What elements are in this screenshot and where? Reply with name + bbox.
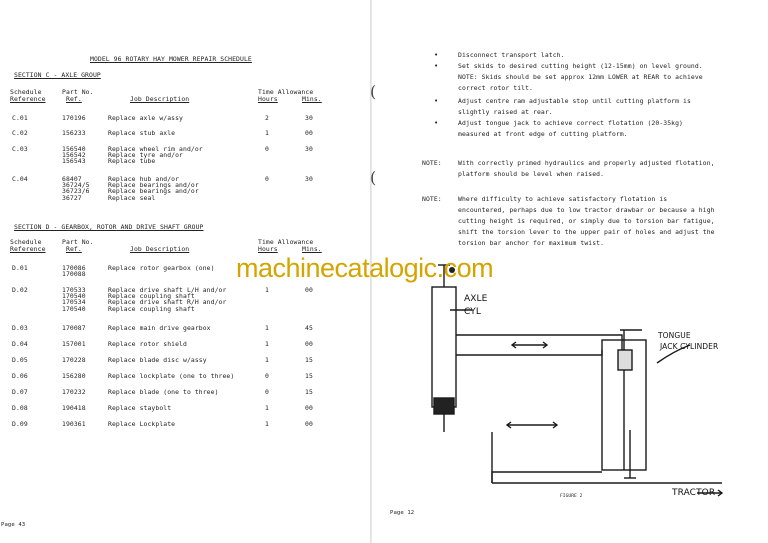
note-line: platform should be level when raised. xyxy=(458,170,605,178)
job-description: Replace staybolt xyxy=(108,404,172,412)
note-2-label: NOTE: xyxy=(422,195,442,203)
part-number: 170533 xyxy=(62,286,86,294)
binding-mark: ( xyxy=(370,168,377,187)
tongue-jack-piston xyxy=(618,350,632,370)
tongue-label: TONGUE xyxy=(658,331,691,340)
axle-cylinder-piston xyxy=(434,398,454,414)
job-description: Replace seal xyxy=(108,193,156,202)
bullet-icon: • xyxy=(434,62,439,70)
part-number: 156280 xyxy=(62,372,86,380)
hours-value: 1 xyxy=(265,286,269,294)
col-time-allowance: Time Allowance xyxy=(258,238,314,246)
job-description: Replace stub axle xyxy=(108,129,176,137)
mins-value: 00 xyxy=(305,286,313,294)
part-number: 156543 xyxy=(62,157,86,166)
part-number: 170228 xyxy=(62,356,86,364)
mins-value: 00 xyxy=(305,340,313,348)
jack-cylinder-label: JACK CYLINDER xyxy=(660,342,719,351)
mins-value: 15 xyxy=(305,388,313,396)
part-number: 170540 xyxy=(62,304,86,313)
hours-value: 1 xyxy=(265,356,269,364)
part-number: 170087 xyxy=(62,324,86,332)
job-description: Replace wheel rim and/or xyxy=(108,145,203,153)
job-description: Replace tube xyxy=(108,157,156,166)
schedule-ref: D.01 xyxy=(12,264,28,272)
note-line: With correctly primed hydraulics and properly adjusted flotation, xyxy=(458,159,715,167)
col-job: Job Description xyxy=(130,245,190,253)
schedule-ref: D.03 xyxy=(12,324,28,332)
watermark: machinecatalogic.com xyxy=(236,253,494,283)
part-number: 170232 xyxy=(62,388,86,396)
hours-value: 1 xyxy=(265,420,269,428)
hours-value: 0 xyxy=(265,175,269,183)
binding-mark: ( xyxy=(370,82,377,101)
col-mins: Mins. xyxy=(302,95,322,103)
hours-value: 0 xyxy=(265,145,269,153)
schedule-ref: D.09 xyxy=(12,420,28,428)
cyl-label: CYL xyxy=(464,307,481,317)
mins-value: 30 xyxy=(305,175,313,183)
schedule-title: MODEL 96 ROTARY HAY MOWER REPAIR SCHEDULE xyxy=(90,55,252,63)
schedule-ref: C.03 xyxy=(12,145,28,153)
bullet-icon: • xyxy=(434,97,439,105)
col-part-no: Part No. xyxy=(62,238,94,246)
job-description: Replace hub and/or xyxy=(108,175,180,183)
part-number: 36727 xyxy=(62,193,82,202)
mins-value: 30 xyxy=(305,145,313,153)
schedule-ref: D.08 xyxy=(12,404,28,412)
schedule-ref: D.06 xyxy=(12,372,28,380)
part-number: 170196 xyxy=(62,114,86,122)
job-description: Replace Lockplate xyxy=(108,420,176,428)
hours-value: 0 xyxy=(265,372,269,380)
job-description: Replace rotor gearbox (one) xyxy=(108,264,215,272)
note-line: encountered, perhaps due to low tractor drawbar or because a high xyxy=(458,206,715,214)
part-number: 156540 xyxy=(62,145,86,153)
mins-value: 45 xyxy=(305,324,313,332)
job-description: Replace lockplate (one to three) xyxy=(108,372,235,380)
schedule-ref: D.05 xyxy=(12,356,28,364)
schedule-ref: C.01 xyxy=(12,114,28,122)
job-description: Replace blade disc w/assy xyxy=(108,356,207,364)
job-description: Replace drive shaft R/H and/or xyxy=(108,298,227,307)
job-description: Replace coupling shaft xyxy=(108,292,195,301)
instruction-line: Adjust centre ram adjustable stop until cutting platform is xyxy=(458,97,691,105)
part-number: 157001 xyxy=(62,340,86,348)
instruction-line: slightly raised at rear. xyxy=(458,108,553,116)
mid-hose xyxy=(456,350,602,355)
part-number: 170540 xyxy=(62,292,86,301)
job-description: Replace coupling shaft xyxy=(108,304,195,313)
section-c-heading: SECTION C - AXLE GROUP xyxy=(14,71,101,79)
hours-value: 0 xyxy=(265,388,269,396)
part-number: 190361 xyxy=(62,420,86,428)
part-number: 36724/5 xyxy=(62,181,90,190)
col-mins: Mins. xyxy=(302,245,322,253)
instruction-line: correct rotor tilt. xyxy=(458,84,534,92)
note-1-label: NOTE: xyxy=(422,159,442,167)
lower-hose xyxy=(492,472,602,483)
job-description: Replace bearings and/or xyxy=(108,181,199,190)
instruction-line: NOTE: Skids should be set approx 12mm LOWER at REAR to achieve xyxy=(458,73,703,81)
schedule-ref: D.04 xyxy=(12,340,28,348)
part-number: 170534 xyxy=(62,298,86,307)
left-page-number: Page 43 xyxy=(1,522,26,528)
instruction-line: Disconnect transport latch. xyxy=(458,51,565,59)
schedule-ref: D.07 xyxy=(12,388,28,396)
hours-value: 1 xyxy=(265,340,269,348)
upper-hose xyxy=(456,335,622,350)
col-hours: Hours xyxy=(258,245,278,253)
hours-value: 2 xyxy=(265,114,269,122)
hours-value: 1 xyxy=(265,404,269,412)
part-number: 170086 xyxy=(62,264,86,272)
mins-value: 00 xyxy=(305,420,313,428)
axle-label: AXLE xyxy=(464,294,488,304)
mins-value: 00 xyxy=(305,129,313,137)
instruction-line: Adjust tongue jack to achieve correct flotation (20-35kg) xyxy=(458,119,684,127)
mins-value: 00 xyxy=(305,404,313,412)
bullet-icon: • xyxy=(434,51,439,59)
job-description: Replace main drive gearbox xyxy=(108,324,211,332)
col-ref: Ref. xyxy=(66,95,82,103)
col-schedule: Schedule xyxy=(10,238,42,246)
schedule-ref: C.04 xyxy=(12,175,28,183)
note-line: shift the torsion lever to the upper pair of holes and adjust the xyxy=(458,228,715,236)
job-description: Replace drive shaft L/H and/or xyxy=(108,286,227,294)
col-ref: Ref. xyxy=(66,245,82,253)
schedule-ref: D.02 xyxy=(12,286,28,294)
part-number: 68407 xyxy=(62,175,82,183)
mins-value: 15 xyxy=(305,372,313,380)
instruction-line: measured at front edge of cutting platform. xyxy=(458,130,628,138)
hours-value: 1 xyxy=(265,129,269,137)
mins-value: 30 xyxy=(305,114,313,122)
part-number: 36723/6 xyxy=(62,187,90,196)
bullet-icon: • xyxy=(434,119,439,127)
note-line: Where difficulty to achieve satisfactory flotation is xyxy=(458,195,668,203)
part-number: 156542 xyxy=(62,151,86,160)
col-hours: Hours xyxy=(258,95,278,103)
right-page-number: Page 12 xyxy=(390,510,415,516)
job-description: Replace tyre and/or xyxy=(108,151,184,160)
mins-value: 15 xyxy=(305,356,313,364)
job-description: Replace axle w/assy xyxy=(108,114,184,122)
col-reference: Reference xyxy=(10,95,46,103)
part-number: 156233 xyxy=(62,129,86,137)
instruction-line: Set skids to desired cutting height (12-15mm) on level ground. xyxy=(458,62,703,70)
job-description: Replace blade (one to three) xyxy=(108,388,219,396)
section-d-heading: SECTION D - GEARBOX, ROTOR AND DRIVE SHAFT GROUP xyxy=(14,223,204,231)
part-number: 190418 xyxy=(62,404,86,412)
hours-value: 1 xyxy=(265,324,269,332)
col-time-allowance: Time Allowance xyxy=(258,88,314,96)
tractor-label: TRACTOR xyxy=(672,488,716,498)
col-job: Job Description xyxy=(130,95,190,103)
schedule-ref: C.02 xyxy=(12,129,28,137)
job-description: Replace bearings and/or xyxy=(108,187,199,196)
col-part-no: Part No. xyxy=(62,88,94,96)
col-schedule: Schedule xyxy=(10,88,42,96)
axle-cylinder-body xyxy=(432,287,456,407)
note-line: torsion bar anchor for maximum twist. xyxy=(458,239,605,247)
note-line: cutting height is required, or simply due to torsion bar fatigue, xyxy=(458,217,715,225)
col-reference: Reference xyxy=(10,245,46,253)
job-description: Replace rotor shield xyxy=(108,340,187,348)
figure-caption: FIGURE 2 xyxy=(560,494,583,499)
part-number: 170088 xyxy=(62,270,86,279)
